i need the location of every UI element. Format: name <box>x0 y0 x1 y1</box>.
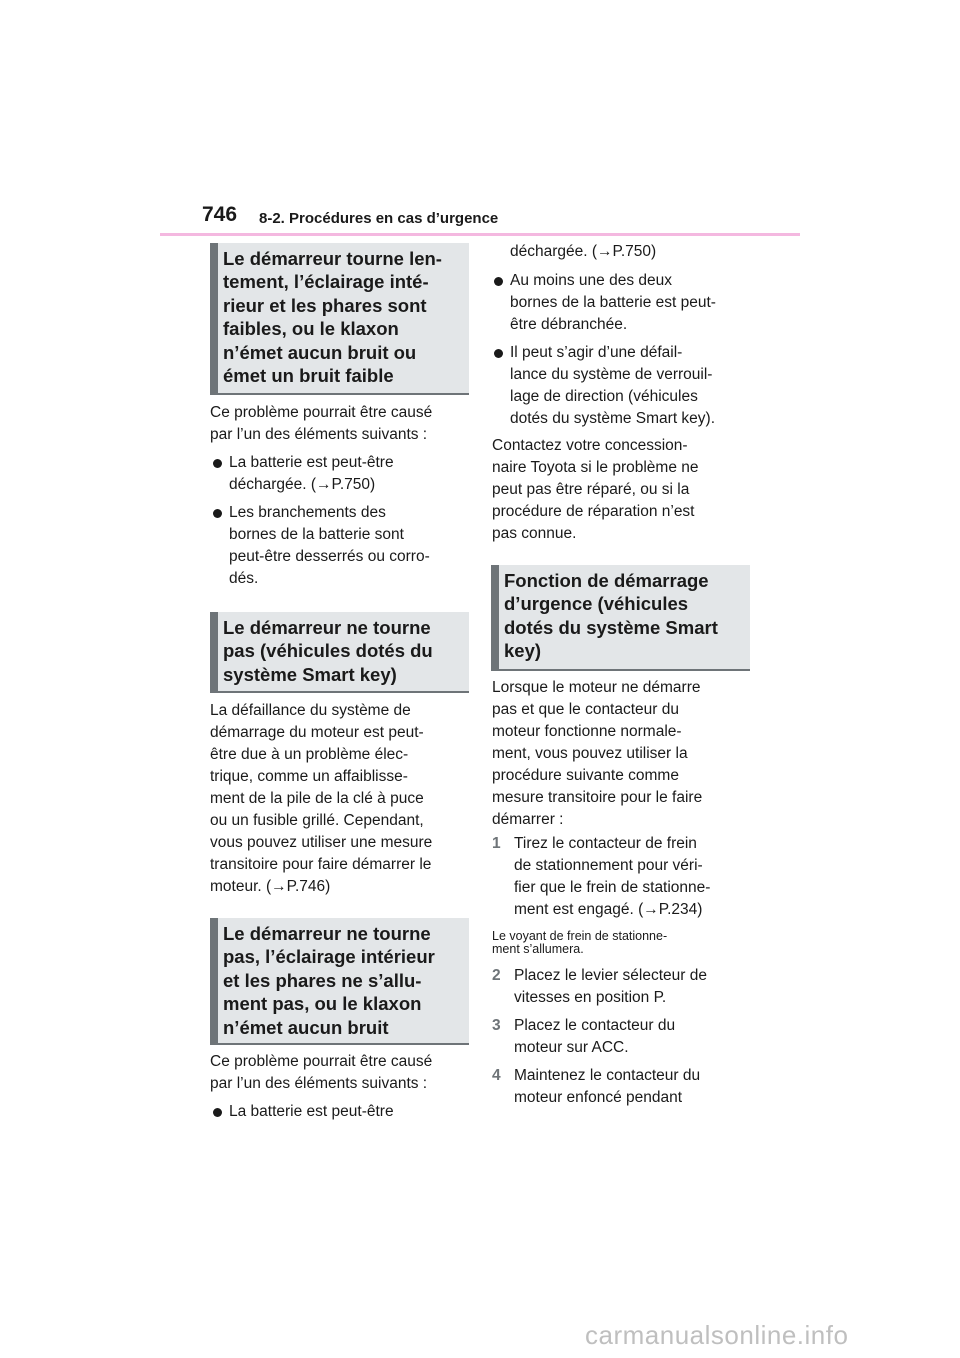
text-line: procédure suivante comme <box>492 767 679 784</box>
heading-box-emergency-start <box>491 565 750 671</box>
heading-box-smart-key <box>210 612 469 693</box>
text-line: Il peut s’agir d’une défail- <box>510 344 683 361</box>
text-line: dotés du système Smart <box>504 616 718 638</box>
bullet-dot <box>494 349 503 358</box>
heading-box-no-start <box>210 918 469 1045</box>
text-line: naire Toyota si le problème ne <box>492 459 699 476</box>
text-line: ment de la pile de la clé à puce <box>210 790 424 807</box>
text-line: Au moins une des deux <box>510 272 672 289</box>
bullet-dot <box>213 459 222 468</box>
text-line: pas, l’éclairage intérieur <box>223 946 435 968</box>
text-line: La batterie est peut-être <box>229 1103 394 1120</box>
bullet-terminals-loose <box>211 502 479 590</box>
text-line: peut pas être réparé, ou si la <box>492 481 690 498</box>
text-line: key) <box>504 640 542 662</box>
text-line: Le voyant de frein de stationne- <box>492 929 668 943</box>
header-rule <box>160 233 800 236</box>
text-line: transitoire pour faire démarrer le <box>210 856 432 873</box>
text-line: bornes de la batterie sont <box>229 526 404 543</box>
text-line: La défaillance du système de <box>210 702 411 719</box>
text-line: d’urgence (véhicules <box>504 593 689 615</box>
text-line: bornes de la batterie est peut- <box>510 294 716 311</box>
text-line: pas (véhicules dotés du <box>223 640 433 662</box>
text-line: La batterie est peut-être <box>229 454 394 471</box>
text-line: n’émet aucun bruit <box>223 1016 389 1038</box>
bullet-battery-discharged <box>211 452 479 496</box>
text-line: moteur. (→P.746) <box>210 878 331 895</box>
text-line: démarrer : <box>492 811 564 828</box>
text-line: dotés du système Smart key). <box>510 410 716 427</box>
text-line: déchargée. (→P.750) <box>229 476 376 493</box>
watermark: carmanualsonline.info <box>585 1320 849 1350</box>
text-line: Placez le contacteur du <box>514 1017 676 1034</box>
text-line: pas connue. <box>492 525 577 542</box>
text-line: être débranchée. <box>510 316 628 333</box>
bullet-terminal-disconnected <box>492 270 772 336</box>
text-line: démarrage du moteur est peut- <box>210 724 424 741</box>
text-line: Fonction de démarrage <box>504 570 709 591</box>
text-line: Le démarreur ne tourne <box>223 617 431 638</box>
text-line: fier que le frein de stationne- <box>514 879 711 896</box>
text-line: moteur sur ACC. <box>514 1039 629 1056</box>
paragraph-possible-causes <box>210 402 472 446</box>
text-line: mesure transitoire pour le faire <box>492 789 703 806</box>
page-number: 746 <box>202 203 238 226</box>
bullet-continuation <box>510 241 755 263</box>
text-line: Ce problème pourrait être causé <box>210 1053 433 1070</box>
text-line: par l’un des éléments suivants : <box>210 426 428 443</box>
text-line: de stationnement pour véri- <box>514 857 703 874</box>
text-line: moteur enfoncé pendant <box>514 1089 683 1106</box>
text-line: Lorsque le moteur ne démarre <box>492 679 701 696</box>
heading-box-slow-starter <box>210 243 469 395</box>
step-3 <box>492 1015 776 1059</box>
note-parking-brake-light <box>492 930 754 956</box>
text-line: vous pouvez utiliser une mesure <box>210 834 433 851</box>
heading-smart-key <box>223 616 463 686</box>
bullet-dot <box>213 1108 222 1117</box>
heading-emergency-start <box>504 569 744 663</box>
paragraph-contact-dealer <box>492 435 754 545</box>
text-line: pas et que le contacteur du <box>492 701 679 718</box>
step-number: 2 <box>492 967 501 984</box>
text-line: Les branchements des <box>229 504 386 521</box>
text-line: ment est engagé. (→P.234) <box>514 901 703 918</box>
heading-no-start <box>223 922 463 1039</box>
bullet-steering-lock <box>492 342 772 430</box>
text-line: Tirez le contacteur de frein <box>514 835 697 852</box>
text-line: lage de direction (véhicules <box>510 388 698 405</box>
text-line: Placez le levier sélecteur de <box>514 967 707 984</box>
paragraph-electrical-failure <box>210 700 472 898</box>
text-line: Le démarreur tourne len- <box>223 248 442 269</box>
text-line: déchargée. (→P.750) <box>510 243 657 260</box>
text-line: ment, vous pouvez utiliser la <box>492 745 688 762</box>
step-4 <box>492 1065 776 1109</box>
step-number: 1 <box>492 835 501 852</box>
step-1 <box>492 833 776 921</box>
text-line: dés. <box>229 570 259 587</box>
text-line: être due à un problème élec- <box>210 746 409 763</box>
heading-slow-starter <box>223 247 463 387</box>
text-line: ment pas, ou le klaxon <box>223 993 422 1015</box>
text-line: système Smart key) <box>223 663 397 685</box>
text-line: procédure de réparation n’est <box>492 503 695 520</box>
text-line: Contactez votre concession- <box>492 437 688 454</box>
text-line: émet un bruit faible <box>223 365 394 387</box>
text-line: Maintenez le contacteur du <box>514 1067 701 1084</box>
step-number: 4 <box>492 1067 501 1084</box>
text-line: peut-être desserrés ou corro- <box>229 548 430 565</box>
text-line: tement, l’éclairage inté- <box>223 271 429 293</box>
bullet-dot <box>494 277 503 286</box>
text-line: trique, comme un affaiblisse- <box>210 768 408 785</box>
text-line: Ce problème pourrait être causé <box>210 404 433 421</box>
text-line: moteur fonctionne normale- <box>492 723 682 740</box>
text-line: lance du système de verrouil- <box>510 366 713 383</box>
paragraph-emergency-intro <box>492 677 754 831</box>
page-header <box>160 203 800 235</box>
text-line: vitesses en position P. <box>514 989 667 1006</box>
text-line: ou un fusible grillé. Cependant, <box>210 812 424 829</box>
text-line: par l’un des éléments suivants : <box>210 1075 428 1092</box>
paragraph-possible-causes-2 <box>210 1051 472 1095</box>
text-line: ment s’allumera. <box>492 942 584 956</box>
text-line: n’émet aucun bruit ou <box>223 341 417 363</box>
section-title: 8-2. Procédures en cas d’urgence <box>259 210 499 227</box>
bullet-dot <box>213 509 222 518</box>
text-line: et les phares ne s’allu- <box>223 969 422 991</box>
text-line: Le démarreur ne tourne <box>223 923 431 944</box>
step-2 <box>492 965 776 1009</box>
bullet-battery-discharged-2 <box>211 1101 479 1123</box>
text-line: faibles, ou le klaxon <box>223 318 399 340</box>
text-line: rieur et les phares sont <box>223 294 427 316</box>
step-number: 3 <box>492 1017 501 1034</box>
